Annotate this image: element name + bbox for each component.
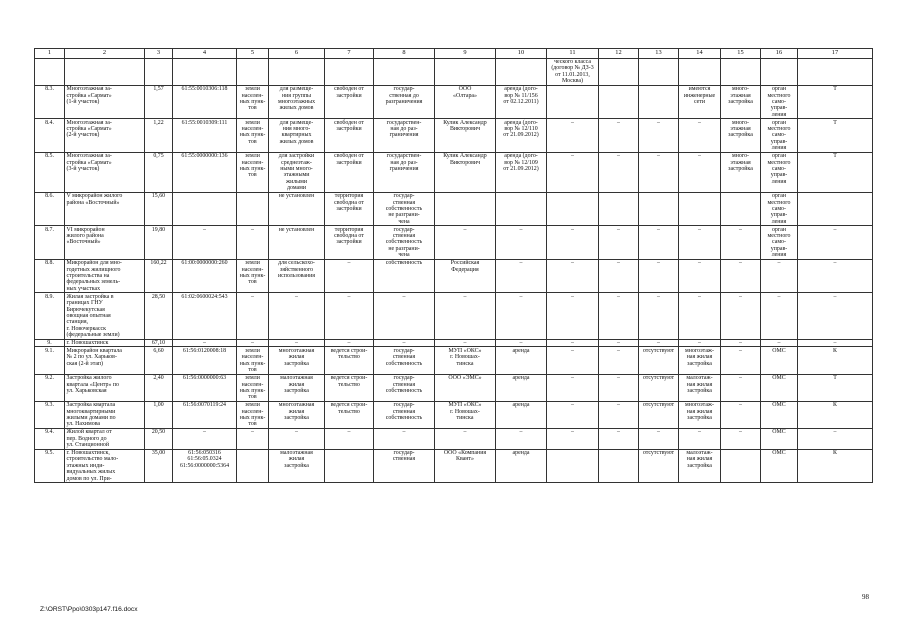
table-row <box>35 293 873 339</box>
cell-current-state: – <box>325 428 374 449</box>
cell-col-13: – <box>639 226 679 260</box>
cell-current-state: свободен от застройки <box>325 152 374 192</box>
cell-col-13: – <box>639 428 679 449</box>
cell-ownership: государ- ственная собственность не разграни- чена <box>374 226 435 260</box>
cell-area: 35,00 <box>145 449 173 483</box>
cell-authority: ОМС <box>761 374 798 401</box>
cell-engineering: многоэтаж- ная жилая застройка <box>679 401 721 428</box>
cell-authority: ОМС <box>761 449 798 483</box>
cell-col-13 <box>639 85 679 119</box>
cell-owner: – <box>435 293 496 339</box>
cell-object: г. Новошахтинск, строительство мало- этажных инди- видуальных жилых домов по ул. При- <box>65 449 145 483</box>
cell-authority: ОМС <box>761 428 798 449</box>
cell-zone: – <box>721 259 761 293</box>
cell-current-state: свободен от застройки <box>325 85 374 119</box>
cell-col-12: – <box>599 374 639 401</box>
cell-permitted-use: для размеще- ния много- квартирных жилых домов <box>269 119 325 153</box>
cell-ownership: государ- ственная до разграничения <box>374 85 435 119</box>
cell-area: 28,50 <box>145 293 173 339</box>
cell-cadastral-number <box>173 58 237 85</box>
cell-permitted-use: малоэтажная жилая застройка <box>269 449 325 483</box>
cell-num: 8.6. <box>35 192 65 226</box>
cell-object: Застройка квартала многоквартирными жилыми домами по ул. Нахимова <box>65 401 145 428</box>
cell-num: 9.2. <box>35 374 65 401</box>
cell-owner: ООО «Олтара» <box>435 85 496 119</box>
cell-ownership: государствен- ная до раз- граничения <box>374 152 435 192</box>
cell-authority: орган местного само- управ- ления <box>761 192 798 226</box>
cell-encumbrance: аренда <box>496 374 547 401</box>
cell-object: Многоэтажная за- стройка «Сармат» (1-й участок) <box>65 85 145 119</box>
cell-permitted-use: для сельскохо- зяйственного использования <box>269 259 325 293</box>
cell-cadastral-number: 61:56:0120008:18 <box>173 347 237 374</box>
cell-authority: – <box>761 259 798 293</box>
cell-cadastral-number: 61:55:0000000:136 <box>173 152 237 192</box>
cell-current-state: территория свободна от застройки <box>325 192 374 226</box>
cell-engineering: многоэтаж- ная жилая застройка <box>679 347 721 374</box>
table-row <box>35 401 873 428</box>
cell-area: 15,60 <box>145 192 173 226</box>
cell-land-category <box>237 192 269 226</box>
cell-mark: Т <box>798 374 873 401</box>
cell-authority <box>761 58 798 85</box>
cell-permitted-use: – <box>269 339 325 347</box>
cell-area <box>145 58 173 85</box>
cell-col-13: отсутствуют <box>639 374 679 401</box>
cell-ownership: государ- ственная собственность <box>374 401 435 428</box>
cell-engineering: – <box>679 293 721 339</box>
table-row <box>35 85 873 119</box>
cell-zone <box>721 449 761 483</box>
cell-current-state <box>325 58 374 85</box>
cell-current-state: территория свободна от застройки <box>325 226 374 260</box>
cell-owner: МУП «ОКС» г. Новошах- тинска <box>435 347 496 374</box>
cell-encumbrance <box>496 192 547 226</box>
cell-land-category <box>237 58 269 85</box>
cell-num: 8.7. <box>35 226 65 260</box>
cell-owner <box>435 192 496 226</box>
header-cell: 13 <box>639 49 679 59</box>
cell-engineering: – <box>679 428 721 449</box>
table-row <box>35 119 873 153</box>
cell-col-12: – <box>599 339 639 347</box>
cell-object: Многоэтажная за- стройка «Сармат» (2-й участок) <box>65 119 145 153</box>
cell-col-12 <box>599 192 639 226</box>
cell-current-state: свободен от застройки <box>325 119 374 153</box>
cell-ownership: государ- ственная собственность не разграни- чена <box>374 192 435 226</box>
cell-col-12: – <box>599 347 639 374</box>
cell-ownership: – <box>374 293 435 339</box>
cell-col-11: – <box>547 259 599 293</box>
cell-land-category: – <box>237 428 269 449</box>
table-row <box>35 428 873 449</box>
header-cell: 16 <box>761 49 798 59</box>
cell-land-category: земли населен- ных пунк- тов <box>237 401 269 428</box>
cell-zone: – <box>721 293 761 339</box>
header-cell: 14 <box>679 49 721 59</box>
cell-col-12: – <box>599 119 639 153</box>
cell-col-13: – <box>639 293 679 339</box>
cell-object: Застройка жилого квартала «Центр» по ул. Харьковская <box>65 374 145 401</box>
cell-mark: Т <box>798 152 873 192</box>
cell-cadastral-number: 61:56:0070119:24 <box>173 401 237 428</box>
cell-mark <box>798 192 873 226</box>
cell-zone <box>721 192 761 226</box>
cell-col-12: – <box>599 152 639 192</box>
cell-authority: орган местного само- управ- ления <box>761 226 798 260</box>
cell-col-12 <box>599 58 639 85</box>
cell-area: 2,40 <box>145 374 173 401</box>
cell-zone: много- этажная застройка <box>721 85 761 119</box>
cell-authority: ОМС <box>761 347 798 374</box>
header-cell: 17 <box>798 49 873 59</box>
cell-mark: К <box>798 449 873 483</box>
cell-mark: – <box>798 339 873 347</box>
cell-engineering: – <box>679 339 721 347</box>
cell-col-11: ческого класса (договор № ДЗ-3 от 11.01.2013, Москва) <box>547 58 599 85</box>
header-cell: 1 <box>35 49 65 59</box>
cell-land-category: – <box>237 226 269 260</box>
cell-permitted-use: многоэтажная жилая застройка <box>269 347 325 374</box>
cell-authority: – <box>761 293 798 339</box>
cell-num: 8.5. <box>35 152 65 192</box>
header-cell: 8 <box>374 49 435 59</box>
cell-current-state: ведется строи- тельство <box>325 374 374 401</box>
cell-cadastral-number: 61:02:0600024:543 <box>173 293 237 339</box>
cell-owner: – <box>435 339 496 347</box>
cell-num: 9.4. <box>35 428 65 449</box>
cell-zone: – <box>721 374 761 401</box>
cell-owner: Кулик Александр Викторович <box>435 119 496 153</box>
cell-permitted-use: для размеще- ния группы многоэтажных жилых домов <box>269 85 325 119</box>
cell-col-11: – <box>547 401 599 428</box>
cell-encumbrance: – <box>496 226 547 260</box>
cell-area: 1,22 <box>145 119 173 153</box>
cell-ownership: – <box>374 339 435 347</box>
table-row <box>35 374 873 401</box>
cell-ownership: государ- ственная <box>374 449 435 483</box>
header-cell: 6 <box>269 49 325 59</box>
header-cell: 4 <box>173 49 237 59</box>
cell-encumbrance <box>496 58 547 85</box>
cell-zone <box>721 58 761 85</box>
cell-col-13: – <box>639 339 679 347</box>
cell-permitted-use: для застройки среднеэтаж- ными много- этажными жилыми домами <box>269 152 325 192</box>
cell-engineering <box>679 58 721 85</box>
table-row <box>35 192 873 226</box>
cell-col-11 <box>547 85 599 119</box>
cell-owner: Кулик Александр Викторович <box>435 152 496 192</box>
cell-cadastral-number: 61:55:0010309:111 <box>173 119 237 153</box>
cell-col-13: – <box>639 259 679 293</box>
cell-col-13 <box>639 192 679 226</box>
cell-current-state: – <box>325 339 374 347</box>
header-cell: 12 <box>599 49 639 59</box>
cell-current-state <box>325 449 374 483</box>
cell-zone: – <box>721 339 761 347</box>
cell-area: 20,50 <box>145 428 173 449</box>
cell-num: 9. <box>35 339 65 347</box>
cell-owner: Российская Федерация <box>435 259 496 293</box>
cell-col-13: – <box>639 119 679 153</box>
cell-num: 9.3. <box>35 401 65 428</box>
cell-land-category: земли населен- ных пунк- тов <box>237 152 269 192</box>
cell-col-11: – <box>547 428 599 449</box>
cell-zone: – <box>721 428 761 449</box>
cell-object: Микрорайон квартала № 2 по ул. Харьков- ская (2-й этап) <box>65 347 145 374</box>
cell-col-12: – <box>599 226 639 260</box>
table-row <box>35 347 873 374</box>
cell-col-12: – <box>599 259 639 293</box>
cell-object <box>65 58 145 85</box>
cell-object: Микрорайон для мно- годетных жилищного строительства на федеральных земель- ных участках <box>65 259 145 293</box>
cell-mark: К <box>798 401 873 428</box>
cell-ownership: государ- ственная собственность <box>374 347 435 374</box>
cell-object: Многоэтажная за- стройка «Сармат» (3-й участок) <box>65 152 145 192</box>
cell-encumbrance: – <box>496 428 547 449</box>
cell-area: 1,57 <box>145 85 173 119</box>
cell-col-13: – <box>639 152 679 192</box>
cell-col-13: отсутствуют <box>639 449 679 483</box>
table-row <box>35 339 873 347</box>
cell-owner: – <box>435 226 496 260</box>
cell-num: 9.1. <box>35 347 65 374</box>
document-table <box>34 48 873 483</box>
cell-cadastral-number: 61:56:050316 61:56:05.0324 61:56:0000000:5364 <box>173 449 237 483</box>
table-row <box>35 226 873 260</box>
cell-ownership <box>374 58 435 85</box>
cell-num: 9.5. <box>35 449 65 483</box>
page-number: 98 <box>862 593 869 601</box>
cell-engineering: – <box>679 152 721 192</box>
header-cell: 10 <box>496 49 547 59</box>
cell-mark: Т <box>798 119 873 153</box>
file-path: Z:\ORST\Ppo\0303p147.f16.docx <box>40 606 138 613</box>
cell-owner <box>435 58 496 85</box>
cell-area: 0,75 <box>145 152 173 192</box>
cell-cadastral-number: – <box>173 428 237 449</box>
cell-authority: – <box>761 339 798 347</box>
cell-num: 8.3. <box>35 85 65 119</box>
table-row <box>35 449 873 483</box>
cell-ownership: государ- ственная собственность <box>374 374 435 401</box>
cell-encumbrance: аренда <box>496 347 547 374</box>
cell-num: 8.4. <box>35 119 65 153</box>
cell-cadastral-number <box>173 192 237 226</box>
cell-zone: много- этажная застройка <box>721 119 761 153</box>
cell-land-category: земли населен- ных пунк- тов <box>237 85 269 119</box>
cell-engineering: имеются инженерные сети <box>679 85 721 119</box>
cell-permitted-use <box>269 58 325 85</box>
cell-permitted-use: не установлен <box>269 192 325 226</box>
cell-owner: МУП «ОКС» г. Новошах- тинска <box>435 401 496 428</box>
cell-col-12 <box>599 85 639 119</box>
cell-engineering <box>679 192 721 226</box>
cell-owner: ООО «Компания Квант» <box>435 449 496 483</box>
header-cell: 3 <box>145 49 173 59</box>
cell-encumbrance: аренда (дого- вор № 12/109 от 21.09.2012) <box>496 152 547 192</box>
cell-num: 8.9. <box>35 293 65 339</box>
cell-col-12: – <box>599 428 639 449</box>
cell-col-13: отсутствуют <box>639 347 679 374</box>
cell-col-11: – <box>547 347 599 374</box>
cell-col-11: – <box>547 339 599 347</box>
header-row <box>35 49 873 59</box>
cell-ownership: собственность <box>374 259 435 293</box>
cell-col-13 <box>639 58 679 85</box>
table-row <box>35 152 873 192</box>
cell-owner: – <box>435 428 496 449</box>
cell-mark: К <box>798 347 873 374</box>
cell-area: 160,22 <box>145 259 173 293</box>
cell-col-13: отсутствуют <box>639 401 679 428</box>
cell-authority: орган местного само- управ- ления <box>761 119 798 153</box>
cell-area: 19,80 <box>145 226 173 260</box>
cell-col-11 <box>547 449 599 483</box>
cell-object: Жилой квартал от пер. Водного до ул. Станционной <box>65 428 145 449</box>
cell-mark: – <box>798 428 873 449</box>
cell-encumbrance: аренда (дого- вор № 11/156 от 02.12.2011) <box>496 85 547 119</box>
cell-col-11: – <box>547 119 599 153</box>
table-row <box>35 58 873 85</box>
cell-current-state: – <box>325 259 374 293</box>
cell-encumbrance: аренда <box>496 401 547 428</box>
header-cell: 5 <box>237 49 269 59</box>
cell-cadastral-number: 61:00:0000000:260 <box>173 259 237 293</box>
cell-land-category: – <box>237 339 269 347</box>
cell-encumbrance: аренда <box>496 449 547 483</box>
cell-engineering: – <box>679 119 721 153</box>
cell-cadastral-number: – <box>173 339 237 347</box>
cell-cadastral-number: 61:55:0010306:118 <box>173 85 237 119</box>
cell-col-11: – <box>547 226 599 260</box>
header-cell: 15 <box>721 49 761 59</box>
cell-current-state: ведется строи- тельство <box>325 347 374 374</box>
cell-permitted-use: – <box>269 428 325 449</box>
header-cell: 7 <box>325 49 374 59</box>
cell-area: 1,00 <box>145 401 173 428</box>
cell-permitted-use: малоэтажная жилая застройка <box>269 374 325 401</box>
cell-col-11 <box>547 192 599 226</box>
table-row <box>35 259 873 293</box>
cell-ownership: государствен- ная до раз- граничения <box>374 119 435 153</box>
cell-encumbrance: – <box>496 259 547 293</box>
cell-encumbrance: – <box>496 339 547 347</box>
cell-object: г. Новошахтинск <box>65 339 145 347</box>
cell-mark: – <box>798 293 873 339</box>
cell-col-11: – <box>547 152 599 192</box>
cell-owner: ООО «ЭМС» <box>435 374 496 401</box>
cell-current-state: – <box>325 293 374 339</box>
cell-land-category: – <box>237 293 269 339</box>
cell-mark: Т <box>798 85 873 119</box>
cell-permitted-use: не установлен <box>269 226 325 260</box>
cell-cadastral-number: – <box>173 226 237 260</box>
cell-zone: – <box>721 347 761 374</box>
header-cell: 2 <box>65 49 145 59</box>
cell-cadastral-number: 61:56:0000000:63 <box>173 374 237 401</box>
cell-zone: много- этажная застройка <box>721 152 761 192</box>
cell-num <box>35 58 65 85</box>
cell-mark: – <box>798 259 873 293</box>
cell-authority: орган местного само- управ- ления <box>761 85 798 119</box>
cell-encumbrance: аренда (дого- вор № 12/110 от 21.09.2012) <box>496 119 547 153</box>
cell-land-category: земли населен- ных пунк- тов <box>237 347 269 374</box>
cell-permitted-use: – <box>269 293 325 339</box>
cell-current-state: ведется строи- тельство <box>325 401 374 428</box>
cell-ownership: – <box>374 428 435 449</box>
cell-permitted-use: многоэтажная жилая застройка <box>269 401 325 428</box>
cell-object: Жилая застройка в границах ГНУ Бирючекутская овощная опытная станция, г. Новочеркасск (федеральные земли) <box>65 293 145 339</box>
cell-engineering: малоэтаж- ная жилая застройка <box>679 374 721 401</box>
cell-zone: – <box>721 226 761 260</box>
cell-area: 67,10 <box>145 339 173 347</box>
cell-engineering: – <box>679 259 721 293</box>
cell-col-12: – <box>599 401 639 428</box>
cell-col-12: – <box>599 293 639 339</box>
cell-area: 6,60 <box>145 347 173 374</box>
cell-engineering: малоэтаж- ная жилая застройка <box>679 449 721 483</box>
cell-land-category: земли населен- ных пунк- тов <box>237 259 269 293</box>
cell-zone: – <box>721 401 761 428</box>
cell-authority: ОМС <box>761 401 798 428</box>
cell-mark: – <box>798 226 873 260</box>
cell-encumbrance: – <box>496 293 547 339</box>
cell-col-11: – <box>547 293 599 339</box>
cell-object: V микрорайон жилого района «Восточный» <box>65 192 145 226</box>
cell-land-category: земли населен- ных пунк- тов <box>237 119 269 153</box>
header-cell: 9 <box>435 49 496 59</box>
cell-land-category <box>237 449 269 483</box>
cell-col-11: – <box>547 374 599 401</box>
cell-mark <box>798 58 873 85</box>
cell-num: 8.8. <box>35 259 65 293</box>
cell-engineering: – <box>679 226 721 260</box>
cell-authority: орган местного само- управ- ления <box>761 152 798 192</box>
cell-col-12 <box>599 449 639 483</box>
header-cell: 11 <box>547 49 599 59</box>
cell-object: VI микрорайон жилого района «Восточный» <box>65 226 145 260</box>
cell-land-category: земли населен- ных пунк- тов <box>237 374 269 401</box>
